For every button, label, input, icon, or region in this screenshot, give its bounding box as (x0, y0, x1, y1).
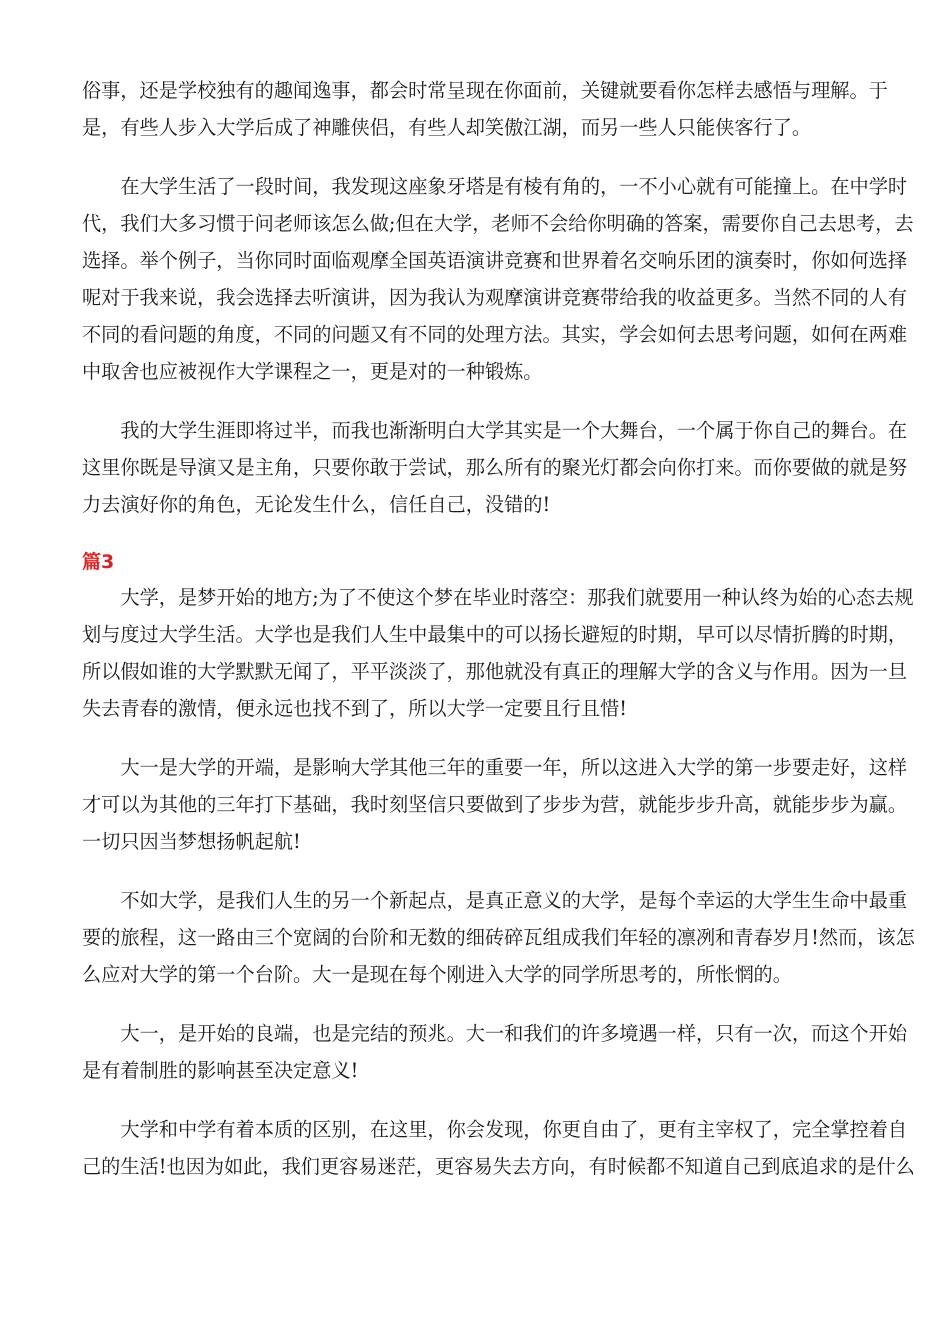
paragraph (82, 1015, 908, 1089)
paragraph-line: 俗事，还是学校独有的趣闻逸事，都会时常呈现在你面前，关键就要看你怎样去感悟与理解。于 (82, 79, 888, 102)
paragraph-line: 所以假如谁的大学默默无闻了，平平淡淡了，那他就没有真正的理解大学的含义与作用。因为一旦 (82, 660, 908, 683)
paragraph (82, 1111, 915, 1185)
paragraph (82, 749, 908, 860)
document-page (82, 72, 915, 1207)
paragraph-line: 呢对于我来说，我会选择去听演讲，因为我认为观摩演讲竞赛带给我的收益更多。当然不同的人有 (82, 286, 908, 309)
paragraph-line: 要的旅程，这一路由三个宽阔的台阶和无数的细砖碎瓦组成我们年轻的凛冽和青春岁月!然而，该怎 (82, 926, 915, 949)
paragraph-line: 不同的看问题的角度，不同的问题又有不同的处理方法。其实，学会如何去思考问题，如何在两难 (82, 323, 908, 346)
paragraph-line: 中取舍也应被视作大学课程之一，更是对的一种锻炼。 (82, 360, 543, 383)
paragraph-line: 大学，是梦开始的地方;为了不使这个梦在毕业时落空：那我们就要用一种认终为始的心态去规 (120, 586, 914, 609)
paragraph-line: 一切只因当梦想扬帆起航! (82, 830, 301, 853)
paragraph-line: 己的生活!也因为如此，我们更容易迷茫，更容易失去方向，有时候都不知道自己到底追求的是什么 (82, 1155, 915, 1178)
paragraph (82, 412, 908, 523)
paragraph (82, 882, 915, 993)
pre-section-body (82, 72, 914, 523)
paragraph (82, 168, 914, 390)
paragraph-line: 不如大学，是我们人生的另一个新起点，是真正意义的大学，是每个幸运的大学生生命中最重 (120, 889, 908, 912)
paragraph-line: 我的大学生涯即将过半，而我也渐渐明白大学其实是一个大舞台，一个属于你自己的舞台。在 (120, 419, 908, 442)
paragraph (82, 72, 888, 146)
paragraph-line: 大一是大学的开端，是影响大学其他三年的重要一年，所以这进入大学的第一步要走好，这样 (120, 756, 908, 779)
paragraph-line: 大一，是开始的良端，也是完结的预兆。大一和我们的许多境遇一样，只有一次，而这个开始 (120, 1022, 908, 1045)
paragraph-line: 大学和中学有着本质的区别，在这里，你会发现，你更自由了，更有主宰权了，完全掌控着自 (120, 1118, 908, 1141)
paragraph-line: 在大学生活了一段时间，我发现这座象牙塔是有棱有角的，一不小心就有可能撞上。在中学时 (120, 175, 908, 198)
paragraph-line: 失去青春的激情，便永远也找不到了，所以大学一定要且行且惜! (82, 697, 627, 720)
paragraph (82, 579, 914, 727)
paragraph-line: 这里你既是导演又是主角，只要你敢于尝试，那么所有的聚光灯都会向你打来。而你要做的就是努 (82, 456, 908, 479)
paragraph-line: 才可以为其他的三年打下基础，我时刻坚信只要做到了步步为营，就能步步升高，就能步步为赢。 (82, 793, 908, 816)
section-body (82, 579, 915, 1185)
paragraph-line: 划与度过大学生活。大学也是我们人生中最集中的可以扬长避短的时期，早可以尽情折腾的时期， (82, 623, 908, 646)
paragraph-line: 么应对大学的第一个台阶。大一是现在每个刚进入大学的同学所思考的，所怅惘的。 (82, 963, 792, 986)
paragraph-line: 代，我们大多习惯于问老师该怎么做;但在大学，老师不会给你明确的答案，需要你自己去思考，去 (82, 212, 914, 235)
section-title: 篇3 (82, 551, 115, 573)
paragraph-line: 是有着制胜的影响甚至决定意义! (82, 1059, 359, 1082)
paragraph-line: 力去演好你的角色，无论发生什么，信任自己，没错的! (82, 493, 551, 516)
paragraph-line: 选择。举个例子，当你同时面临观摩全国英语演讲竞赛和世界着名交响乐团的演奏时，你如何选择 (82, 249, 908, 272)
paragraph-line: 是，有些人步入大学后成了神雕侠侣，有些人却笑傲江湖，而另一些人只能侠客行了。 (82, 116, 812, 139)
